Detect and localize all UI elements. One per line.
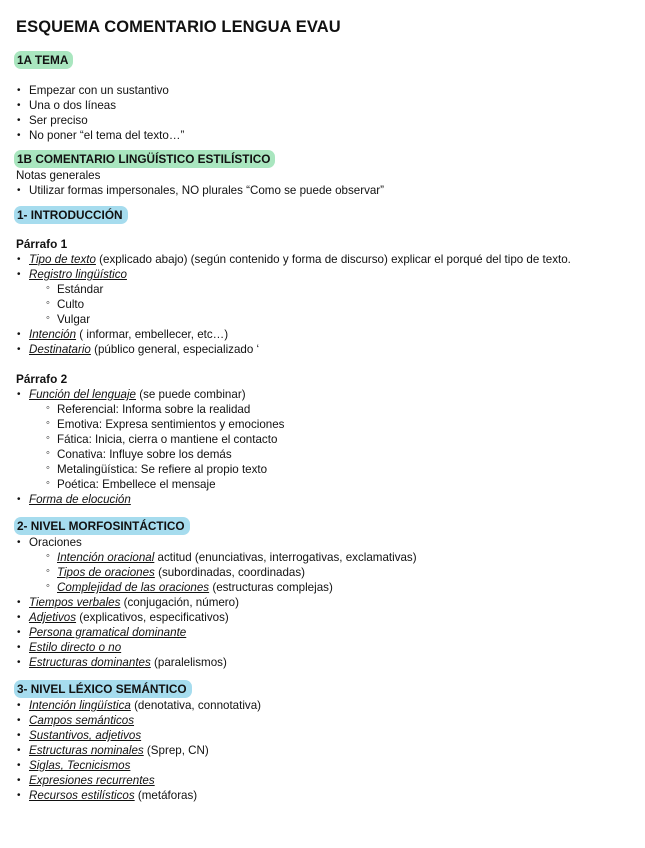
sub-list-item: ◦ Metalingüística: Se refiere al propio texto — [16, 462, 636, 477]
list-item: • Oraciones — [16, 535, 636, 550]
section-introduccion — [16, 206, 636, 507]
term-detail: (estructuras complejas) — [209, 581, 333, 594]
list-item: • No poner “el tema del texto…” — [16, 128, 636, 143]
list-item — [16, 698, 636, 713]
term: Estructuras dominantes — [29, 656, 151, 669]
term-detail: (explicado abajo) (según contenido y forma de discurso) explicar el porqué del tipo de texto. — [95, 253, 571, 266]
term: Recursos estilísticos — [29, 789, 135, 802]
list-item — [16, 788, 636, 803]
section-lexico-semantico — [16, 680, 636, 803]
term-detail: actitud (enunciativas, interrogativas, exclamativas) — [154, 551, 417, 564]
sub-list-item: ◦ Poética: Embellece el mensaje — [16, 477, 636, 492]
term: Intención oracional — [57, 551, 155, 564]
term: Intención — [29, 328, 77, 341]
notes-label: Notas generales — [16, 169, 101, 182]
term-detail: (metáforas) — [134, 789, 198, 802]
term: Intención lingüística — [29, 699, 131, 712]
sub-list-item — [16, 565, 636, 580]
term-detail: (se puede combinar) — [136, 388, 246, 401]
list-item: • Utilizar formas impersonales, NO plurales “Como se puede observar” — [16, 183, 636, 198]
list-item — [16, 327, 636, 342]
term: Adjetivos — [29, 611, 77, 624]
list-item — [16, 492, 636, 507]
sub-list-item: ◦ Fática: Inicia, cierra o mantiene el contacto — [16, 432, 636, 447]
term: Registro lingüístico — [29, 268, 127, 281]
term: Tipo de texto — [29, 253, 96, 266]
list-item — [16, 595, 636, 610]
list-item: • Ser preciso — [16, 113, 636, 128]
term-detail: (explicativos, especificativos) — [76, 611, 229, 624]
list-item — [16, 773, 636, 788]
paragraph-2-title: Párrafo 2 — [16, 372, 68, 386]
term: Expresiones recurrentes — [29, 774, 155, 787]
list-item — [16, 267, 636, 282]
term: Persona gramatical dominante — [29, 626, 187, 639]
term: Sustantivos, adjetivos — [29, 729, 142, 742]
section-heading: 1- INTRODUCCIÓN — [14, 206, 128, 224]
term: Tipos de oraciones — [57, 566, 155, 579]
term: Campos semánticos — [29, 714, 135, 727]
sub-list-item: ◦ Referencial: Informa sobre la realidad — [16, 402, 636, 417]
sub-list-item — [16, 580, 636, 595]
section-1b-comentario — [16, 150, 636, 198]
term-detail: (subordinadas, coordinadas) — [154, 566, 306, 579]
term: Forma de elocución — [29, 493, 131, 506]
term-detail: (conjugación, número) — [120, 596, 239, 609]
list-item — [16, 625, 636, 640]
term-detail: (denotativa, connotativa) — [130, 699, 262, 712]
section-heading: 3- NIVEL LÉXICO SEMÁNTICO — [14, 680, 192, 698]
list-item — [16, 610, 636, 625]
list-item — [16, 252, 636, 267]
sub-list-item: ◦ Vulgar — [16, 312, 636, 327]
term: Siglas, Tecnicismos — [29, 759, 131, 772]
term: Tiempos verbales — [29, 596, 121, 609]
sub-list-item: ◦ Estándar — [16, 282, 636, 297]
list-item — [16, 728, 636, 743]
list-item: • Una o dos líneas — [16, 98, 636, 113]
term: Destinatario — [29, 343, 91, 356]
sub-list-item — [16, 550, 636, 565]
list-item — [16, 640, 636, 655]
list-item — [16, 743, 636, 758]
term: Estructuras nominales — [29, 744, 144, 757]
section-morfosintactico — [16, 517, 636, 670]
document-page — [16, 18, 636, 803]
sub-list-item: ◦ Conativa: Influye sobre los demás — [16, 447, 636, 462]
term-detail: (paralelismos) — [150, 656, 227, 669]
section-heading: 1B COMENTARIO LINGÜÍSTICO ESTILÍSTICO — [14, 150, 275, 168]
paragraph-1-title: Párrafo 1 — [16, 237, 68, 251]
term-detail: (público general, especializado ‘ — [90, 343, 260, 356]
section-heading: 1A TEMA — [14, 51, 73, 69]
list-item — [16, 758, 636, 773]
section-heading: 2- NIVEL MORFOSINTÁCTICO — [14, 517, 190, 535]
term-detail: ( informar, embellecer, etc…) — [76, 328, 229, 341]
term-detail: (Sprep, CN) — [143, 744, 209, 757]
sub-list-item: ◦ Culto — [16, 297, 636, 312]
section-1a-tema — [16, 51, 636, 143]
document-title: ESQUEMA COMENTARIO LENGUA EVAU — [16, 18, 341, 36]
term: Función del lenguaje — [29, 388, 136, 401]
list-item: • Empezar con un sustantivo — [16, 83, 636, 98]
term: Complejidad de las oraciones — [57, 581, 210, 594]
list-item — [16, 387, 636, 402]
sub-list-item: ◦ Emotiva: Expresa sentimientos y emociones — [16, 417, 636, 432]
list-item — [16, 713, 636, 728]
list-item — [16, 342, 636, 357]
term: Estilo directo o no — [29, 641, 122, 654]
list-item — [16, 655, 636, 670]
